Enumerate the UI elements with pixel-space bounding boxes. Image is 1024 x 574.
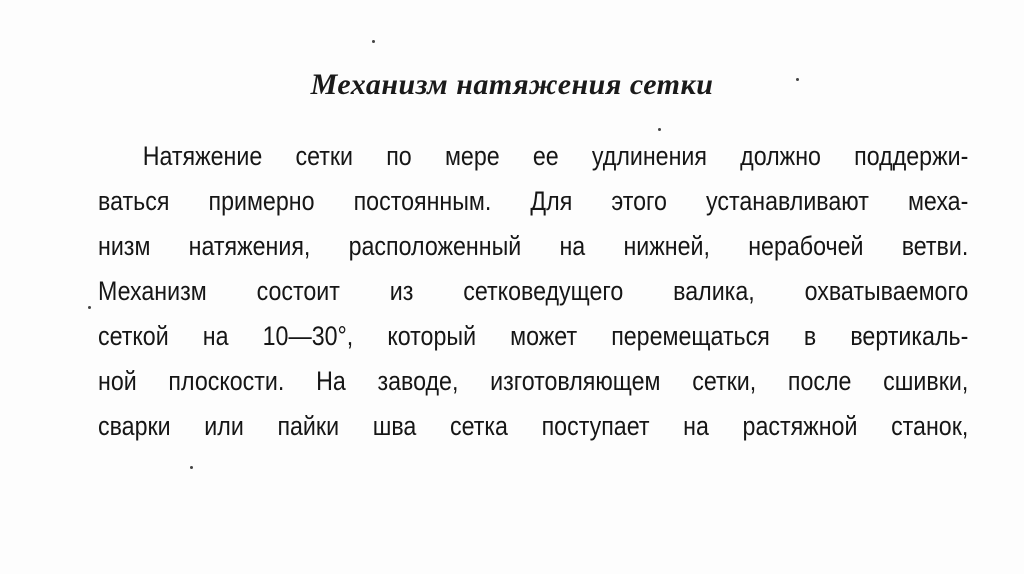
- paragraph-line-5: сеткой на 10—30°, который может перемещаться в вертикаль-: [98, 321, 969, 351]
- paragraph-line-2: ваться примерно постоянным. Для этого устанавливают меха-: [98, 186, 969, 216]
- scan-speck: [190, 466, 193, 469]
- scan-speck: [372, 40, 375, 43]
- paragraph-line-3: низм натяжения, расположенный на нижней, нерабочей ветви.: [98, 231, 969, 261]
- scan-speck: [796, 78, 799, 81]
- section-heading: Механизм натяжения сетки: [310, 68, 714, 101]
- paragraph-line-1: Натяжение сетки по мере ее удлинения должно поддержи-: [142, 141, 969, 171]
- paragraph-line-7: сварки или пайки шва сетка поступает на растяжной станок,: [98, 411, 969, 441]
- scan-speck: [88, 306, 91, 309]
- scan-speck: [658, 128, 661, 131]
- paragraph: [98, 134, 969, 449]
- paragraph-line-4: Механизм состоит из сетковедущего валика, охватываемого: [98, 276, 969, 306]
- paragraph-line-6: ной плоскости. На заводе, изготовляющем сетки, после сшивки,: [98, 366, 969, 396]
